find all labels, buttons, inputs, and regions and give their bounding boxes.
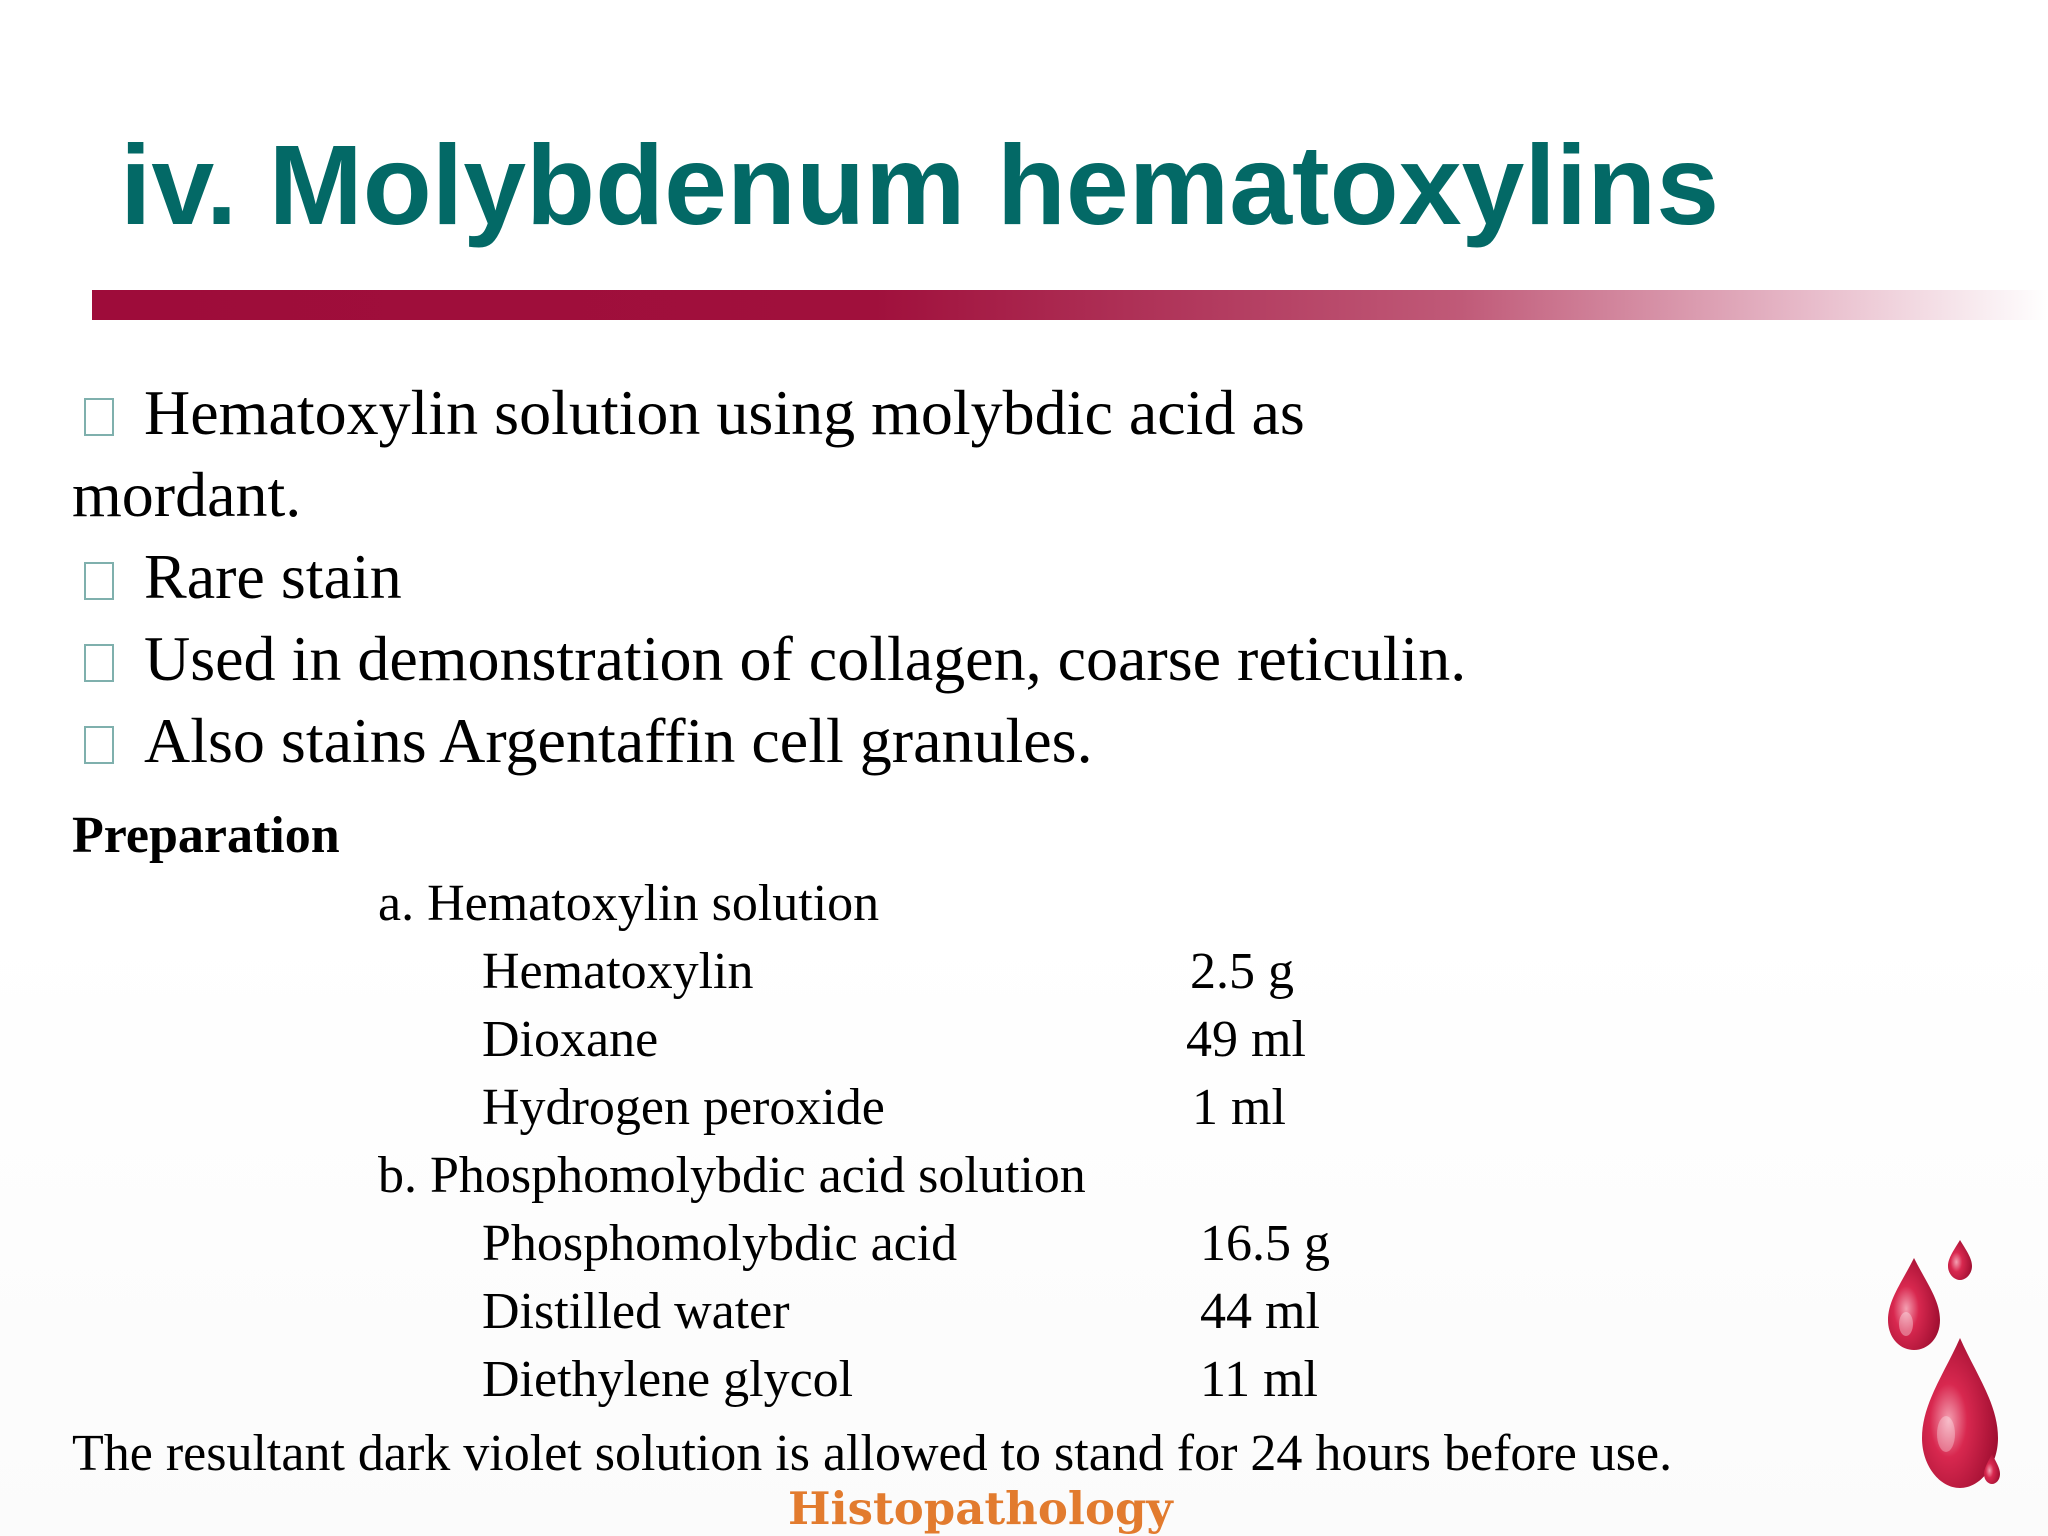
solution-b-label: b. Phosphomolybdic acid solution [378,1147,1086,1204]
bullet-item [72,372,1592,536]
preparation-heading: Preparation [72,807,340,864]
bullet-item [72,700,1592,782]
ingredient-name: Phosphomolybdic acid [482,1215,958,1272]
bullet-text: Rare stain [144,541,402,612]
ingredient-quantity: 49 ml [1186,1011,1306,1068]
preparation-note: The resultant dark violet solution is allowed to stand for 24 hours before use. [72,1425,1673,1482]
ingredient-name: Distilled water [482,1283,790,1340]
ingredient-name: Hematoxylin [482,943,754,1000]
ingredient-name: Hydrogen peroxide [482,1079,885,1136]
bullet-text: Also stains Argentaffin cell granules. [144,705,1093,776]
footer-brand: Histopathology [788,1482,1173,1535]
solution-a-label: a. Hematoxylin solution [378,875,880,932]
hollow-square-bullet-icon [84,644,114,682]
bullet-item [72,618,1592,700]
ingredient-quantity: 1 ml [1192,1079,1286,1136]
bullet-list [72,372,1592,782]
bullet-text: Hematoxylin solution using molybdic acid as [144,377,1305,448]
slide-title: iv. Molybdenum hematoxylins [120,122,1720,248]
ingredient-quantity: 11 ml [1200,1351,1318,1408]
blood-drops-icon [1880,1234,2010,1496]
bullet-text-continuation: mordant. [72,459,302,530]
title-underline-bar [92,290,2048,320]
hollow-square-bullet-icon [84,726,114,764]
ingredient-quantity: 44 ml [1200,1283,1320,1340]
ingredient-quantity: 16.5 g [1200,1215,1330,1272]
bullet-item [72,536,1592,618]
hollow-square-bullet-icon [84,398,114,436]
bullet-text: Used in demonstration of collagen, coarse reticulin. [144,623,1467,694]
ingredient-quantity: 2.5 g [1190,943,1294,1000]
hollow-square-bullet-icon [84,562,114,600]
ingredient-name: Diethylene glycol [482,1351,854,1408]
ingredient-name: Dioxane [482,1011,659,1068]
